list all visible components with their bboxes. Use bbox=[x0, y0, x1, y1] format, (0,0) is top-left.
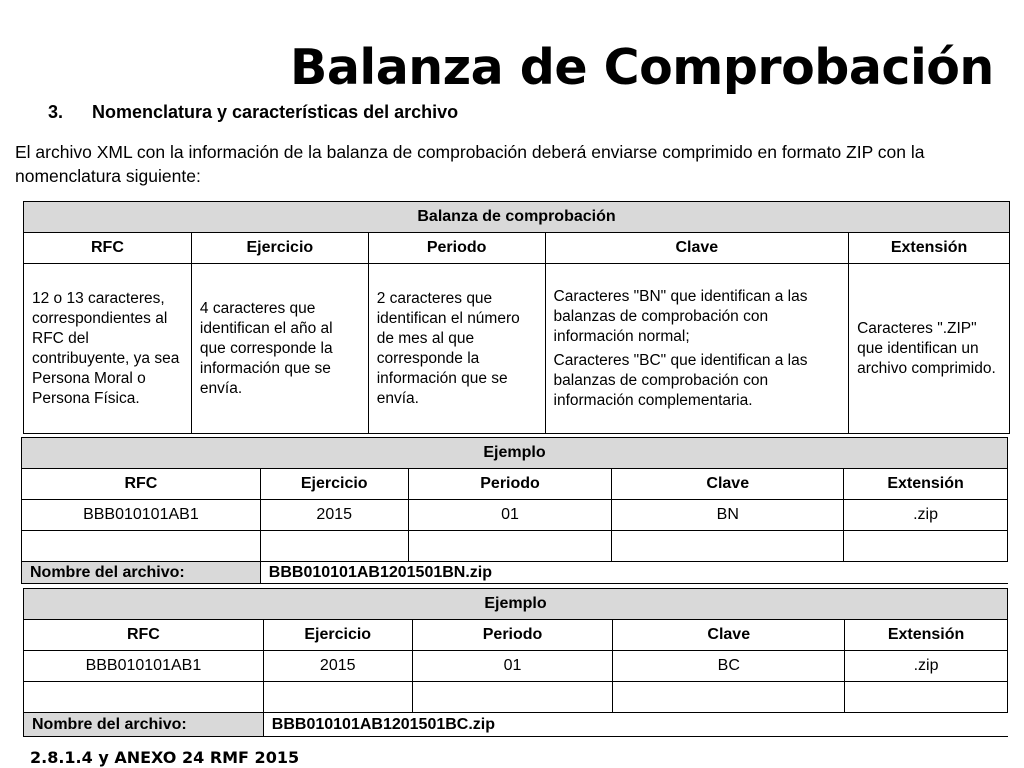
slide-title: Balanza de Comprobación bbox=[290, 39, 994, 96]
example-clave-value: BN bbox=[612, 500, 844, 531]
empty-cell bbox=[408, 531, 612, 562]
example-periodo-value: 01 bbox=[408, 500, 612, 531]
nomenclature-table-header: Balanza de comprobación bbox=[24, 202, 1010, 233]
intro-paragraph: El archivo XML con la información de la balanza de comprobación deberá enviarse comprimido en formato ZIP con la nomenclatura siguiente: bbox=[15, 142, 925, 186]
example-table-bn bbox=[21, 437, 1008, 584]
column-header-periodo: Periodo bbox=[368, 233, 545, 264]
empty-cell bbox=[613, 682, 845, 713]
empty-cell bbox=[612, 531, 844, 562]
empty-cell bbox=[24, 682, 264, 713]
file-name-label: Nombre del archivo: bbox=[22, 562, 261, 584]
footer-reference: 2.8.1.4 y ANEXO 24 RMF 2015 bbox=[30, 748, 300, 767]
ejercicio-description: 4 caracteres que identifican el año al que corresponde la información que se envía. bbox=[191, 264, 368, 434]
example-periodo-value: 01 bbox=[412, 651, 613, 682]
file-name-label: Nombre del archivo: bbox=[24, 713, 264, 737]
column-header-rfc: RFC bbox=[24, 620, 264, 651]
column-header-extension: Extensión bbox=[849, 233, 1010, 264]
empty-cell bbox=[263, 682, 412, 713]
clave-description-bn: Caracteres "BN" que identifican a las balanzas de comprobación con información normal; bbox=[553, 287, 808, 345]
section-number: 3. bbox=[48, 102, 64, 122]
example-extension-value: .zip bbox=[845, 651, 1008, 682]
example-rfc-value: BBB010101AB1 bbox=[24, 651, 264, 682]
section-heading bbox=[48, 102, 458, 123]
empty-cell bbox=[845, 682, 1008, 713]
clave-description bbox=[545, 264, 849, 434]
column-header-clave: Clave bbox=[612, 469, 844, 500]
clave-description-bc: Caracteres "BC" que identifican a las balanzas de comprobación con información complementaria. bbox=[553, 351, 808, 409]
column-header-clave: Clave bbox=[613, 620, 845, 651]
rfc-description: 12 o 13 caracteres, correspondientes al RFC del contribuyente, ya sea Persona Moral o Persona Física. bbox=[24, 264, 192, 434]
example-header: Ejemplo bbox=[24, 589, 1008, 620]
example-clave-value: BC bbox=[613, 651, 845, 682]
example-ejercicio-value: 2015 bbox=[260, 500, 408, 531]
column-header-ejercicio: Ejercicio bbox=[191, 233, 368, 264]
column-header-rfc: RFC bbox=[22, 469, 261, 500]
column-header-rfc: RFC bbox=[24, 233, 192, 264]
file-name-value: BBB010101AB1201501BC.zip bbox=[263, 713, 1007, 737]
column-header-periodo: Periodo bbox=[408, 469, 612, 500]
column-header-clave: Clave bbox=[545, 233, 849, 264]
empty-cell bbox=[22, 531, 261, 562]
empty-cell bbox=[844, 531, 1008, 562]
example-header: Ejemplo bbox=[22, 438, 1008, 469]
column-header-ejercicio: Ejercicio bbox=[260, 469, 408, 500]
example-table-bc bbox=[23, 588, 1008, 737]
column-header-extension: Extensión bbox=[845, 620, 1008, 651]
extension-description: Caracteres ".ZIP" que identifican un archivo comprimido. bbox=[849, 264, 1010, 434]
column-header-periodo: Periodo bbox=[412, 620, 613, 651]
column-header-extension: Extensión bbox=[844, 469, 1008, 500]
example-ejercicio-value: 2015 bbox=[263, 651, 412, 682]
empty-cell bbox=[412, 682, 613, 713]
example-extension-value: .zip bbox=[844, 500, 1008, 531]
column-header-ejercicio: Ejercicio bbox=[263, 620, 412, 651]
periodo-description: 2 caracteres que identifican el número de mes al que corresponde la información que se envía. bbox=[368, 264, 545, 434]
nomenclature-table bbox=[23, 201, 1010, 434]
file-name-value: BBB010101AB1201501BN.zip bbox=[260, 562, 1007, 584]
empty-cell bbox=[260, 531, 408, 562]
section-heading-text: Nomenclatura y características del archivo bbox=[92, 102, 459, 122]
example-rfc-value: BBB010101AB1 bbox=[22, 500, 261, 531]
